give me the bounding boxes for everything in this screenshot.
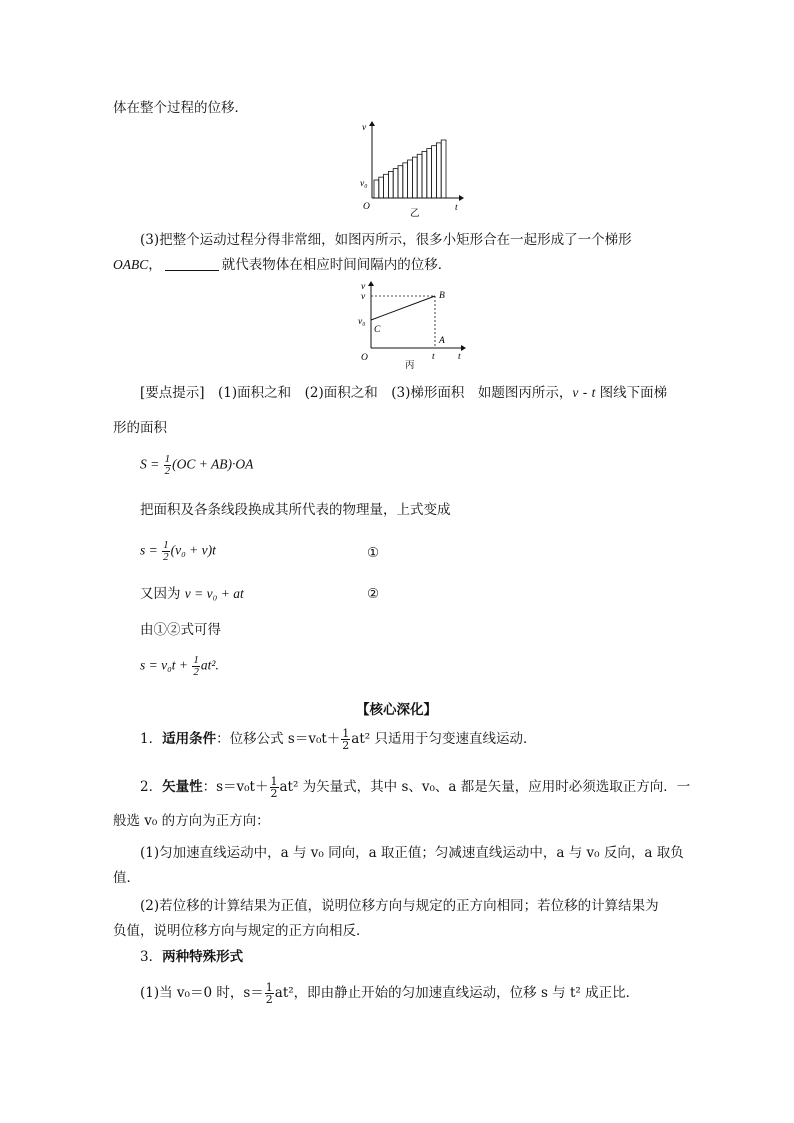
fraction-half <box>162 540 170 563</box>
hint-text: [要点提示] (1)面积之和 (2)面积之和 (3)梯形面积 如题图丙所示， <box>140 385 573 401</box>
equation-1-mark: ① <box>367 545 380 561</box>
bar-rect <box>432 146 437 198</box>
fraction-half <box>164 454 172 477</box>
point-c-label: C <box>374 325 381 335</box>
item-2-1-line2: 值． <box>113 870 140 886</box>
bar-rect <box>384 174 389 198</box>
item-num: 3． <box>140 949 163 965</box>
item-1 <box>140 728 536 751</box>
eq-lhs: s = <box>140 542 162 558</box>
bar-rect <box>374 180 379 198</box>
v0-label: v₀ <box>360 179 368 189</box>
fill-blank <box>165 256 219 271</box>
item-post: at²，即由静止开始的匀加速直线运动，位移 s 与 t² 成正比． <box>274 985 640 1001</box>
v-level-label: v <box>361 292 366 302</box>
item-3 <box>140 947 243 967</box>
item-num: 2． <box>140 779 163 795</box>
figure-yi <box>355 118 465 220</box>
bar-rect <box>408 160 413 198</box>
item-num: 1． <box>140 731 163 747</box>
bar-rect <box>388 171 393 198</box>
bar-rect <box>417 154 422 198</box>
frac-num: 1 <box>342 727 350 740</box>
item-title: 适用条件 <box>162 731 217 747</box>
hint-dash: - <box>578 385 592 401</box>
axis-t-label: t <box>455 203 458 213</box>
frac-den: 2 <box>342 739 350 752</box>
axis-v-label: v <box>362 123 367 133</box>
caption-yi: 乙 <box>410 208 420 219</box>
bar-rect <box>379 177 384 198</box>
bar-rect <box>422 151 427 198</box>
fraction-half <box>270 776 279 799</box>
item-title: 矢量性 <box>162 779 203 795</box>
item-title: 两种特殊形式 <box>162 949 244 965</box>
equation-1 <box>140 540 216 563</box>
item-2-1-line1: (1)匀加速直线运动中，a 与 v₀ 同向，a 取正值；匀减速直线运动中，a 与 v₀ 反向，a 取负 <box>140 845 684 861</box>
para3-line2 <box>113 255 451 275</box>
item-3-1 <box>140 982 639 1005</box>
item-pre: (1)当 v₀＝0 时，s＝ <box>140 985 264 1001</box>
eq-rhs: at². <box>200 657 219 673</box>
para3-tail: 就代表物体在相应时间间隔内的位移． <box>221 257 452 273</box>
frac-den: 2 <box>164 465 171 477</box>
hint-line2: 形的面积 <box>113 420 167 436</box>
origin-label: O <box>363 202 370 212</box>
bar-rect <box>441 140 446 198</box>
frac-num: 1 <box>164 453 171 465</box>
eq-lhs: S = <box>140 456 163 472</box>
frac-num: 1 <box>163 539 169 551</box>
convert-text: 把面积及各条线段换成其所代表的物理量，上式变成 <box>140 502 451 518</box>
derive-text: 由①②式可得 <box>140 622 221 638</box>
frac-den: 2 <box>265 993 273 1006</box>
text-line-top: 体在整个过程的位移． <box>113 100 248 116</box>
item-post: at² 为矢量式，其中 s、v₀、a 都是矢量，应用时必须选取正方向．一 <box>279 779 691 795</box>
equation-area <box>140 454 253 477</box>
bar-rect <box>436 143 441 198</box>
frac-num: 1 <box>270 775 278 788</box>
frac-den: 2 <box>270 787 278 800</box>
frac-den: 2 <box>163 551 169 563</box>
frac-den: 2 <box>193 666 199 678</box>
hint-t: t <box>591 385 596 400</box>
eq-rhs: (OC + AB)·OA <box>172 456 254 472</box>
axis-t-label: t <box>458 352 461 362</box>
eq2-prefix: 又因为 <box>140 586 185 602</box>
fraction-half <box>341 728 350 751</box>
origin-label: O <box>361 353 368 363</box>
hint-v: v <box>572 385 579 400</box>
bar-rect <box>398 166 403 198</box>
point-b-label: B <box>439 291 445 301</box>
bar-rect <box>412 157 417 198</box>
eq-rhs: (v₀ + v)t <box>170 542 216 558</box>
section-heading: 【核心深化】 <box>356 702 437 718</box>
fraction-half <box>265 982 274 1005</box>
figure-bing <box>355 280 470 372</box>
item-2-2-line1: (2)若位移的计算结果为正值，说明位移方向与规定的正方向相同；若位移的计算结果为 <box>140 898 659 914</box>
para3-line1: (3)把整个运动过程分得非常细，如图丙所示，很多小矩形合在一起形成了一个梯形 <box>140 232 632 248</box>
equation-2-mark: ② <box>367 586 380 602</box>
caption-bing: 丙 <box>405 360 415 371</box>
bar-rect <box>393 169 398 198</box>
v0-label: v₀ <box>358 317 366 327</box>
bar-rect <box>403 163 408 198</box>
hint-line1 <box>140 383 667 403</box>
item-mid: ：位移公式 s＝v₀t＋ <box>216 731 341 747</box>
hint-end: 图线下面梯 <box>595 385 668 401</box>
equation-3 <box>140 655 219 678</box>
point-a-label: A <box>439 336 445 346</box>
item-mid: ：s＝v₀t＋ <box>202 779 269 795</box>
comma: ， <box>148 257 162 273</box>
frac-num: 1 <box>193 654 199 666</box>
eq2-formula: v = v₀ + at <box>184 586 244 601</box>
axis-v-label: v <box>361 282 366 292</box>
equation-2 <box>140 584 244 604</box>
bar-rect <box>427 149 432 198</box>
eq-lhs: s = v₀t + <box>140 657 192 673</box>
item-2-line2: 般选 v₀ 的方向为正方向： <box>113 813 270 829</box>
fraction-half <box>192 655 200 678</box>
frac-num: 1 <box>265 981 273 994</box>
t-tick-label: t <box>432 352 435 362</box>
oabc-label: OABC <box>113 257 149 272</box>
item-2-2-line2: 负值，说明位移方向与规定的正方向相反． <box>113 923 370 939</box>
bar-rectangles <box>374 140 446 198</box>
item-2 <box>140 776 690 799</box>
item-post: at² 只适用于匀变速直线运动． <box>351 731 537 747</box>
